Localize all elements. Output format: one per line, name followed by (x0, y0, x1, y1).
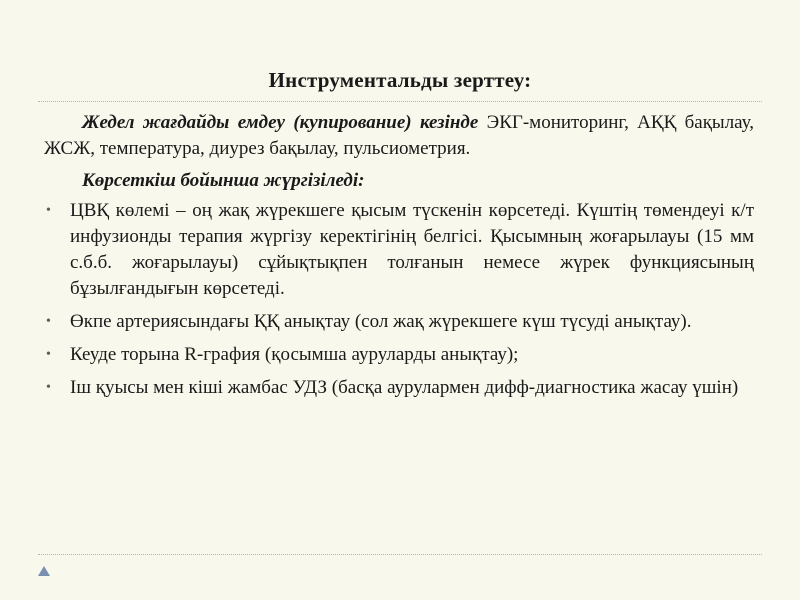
bullet-icon: • (46, 347, 51, 362)
bullet-text: Іш қуысы мен кіші жамбас УДЗ (басқа аурулармен дифф-диагностика жасау үшін) (70, 377, 739, 398)
intro-lead: Жедел жағдайды емдеу (купирование) кезінде (82, 112, 479, 133)
slide-title: Инструментальды зерттеу: (268, 68, 532, 92)
bullet-list (44, 198, 754, 401)
intro-rest: ЭКГ-мониторинг, АҚҚ бақылау, ЖСЖ, температура, диурез бақылау, пульсиометрия. (44, 112, 754, 159)
slide-body (44, 110, 754, 408)
bullet-icon: • (46, 380, 51, 395)
bullet-text: Кеуде торына R-графия (қосымша ауруларды анықтау); (70, 344, 519, 365)
top-divider (38, 101, 762, 102)
bullet-icon: • (46, 314, 51, 329)
bullet-text: ЦВҚ көлемі – оң жақ жүрекшеге қысым түскенін көрсетеді. Күштің төмендеуі к/т инфузионды терапия жүргізу керектігінің белгісі. Қысымның жоғарылауы (15 мм с.б.б. жоғарылауы) сұйықтықпен толғанын немесе жүрек функциясының бұзылғандығын көрсетеді. (70, 200, 754, 299)
list-item (44, 198, 754, 302)
subheading: Көрсеткіш бойынша жүргізіледі: (82, 170, 365, 191)
triangle-up-icon[interactable] (38, 566, 50, 576)
list-item (44, 309, 754, 335)
bullet-text: Өкпе артериясындағы ҚҚ анықтау (сол жақ жүрекшеге күш түсуді анықтау). (70, 311, 692, 332)
bottom-divider (38, 554, 762, 555)
list-item (44, 375, 754, 401)
intro-paragraph (44, 110, 754, 162)
list-item (44, 342, 754, 368)
bullet-icon: • (46, 203, 51, 218)
